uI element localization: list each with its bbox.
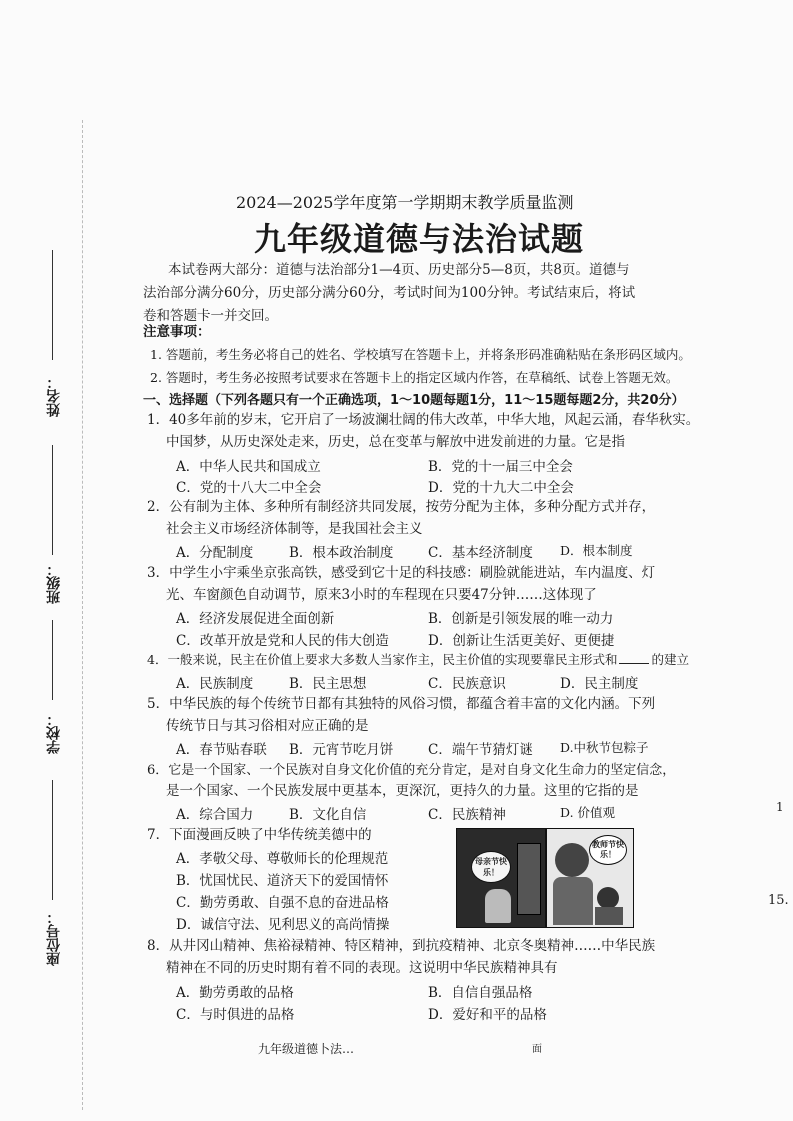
section-heading: 一、选择题（下列各题只有一个正确选项，1～10题每题1分，11～15题每题2分，共20分）: [143, 393, 685, 408]
cartoon-right-bubble-text: 教师节快乐！: [592, 840, 624, 859]
q3-line-2: 光、车窗颜色自动调节，原来3小时的车程现在只要47分钟……这体现了: [166, 587, 597, 603]
intro-line-2: 法治部分满分60分，历史部分满分60分，考试时间为100分钟。考试结束后，将试: [143, 285, 636, 301]
q8-option-d: D．爱好和平的品格: [428, 1007, 547, 1023]
q6-option-c: C．民族精神: [428, 807, 506, 823]
q2-option-a: A．分配制度: [176, 545, 254, 561]
class-line: [52, 445, 53, 555]
q4-line-1: [147, 650, 689, 668]
name-line: [52, 250, 53, 360]
cartoon-left-panel: [456, 828, 546, 928]
q5-line-2: 传统节日与其习俗相对应正确的是: [166, 718, 369, 734]
q1-option-b: B．党的十一届三中全会: [428, 459, 573, 475]
q3-option-d: D．创新让生活更美好、更便捷: [428, 633, 615, 649]
notes-heading: 注意事项：: [143, 324, 211, 340]
note-1: 1. 答题前，考生务必将自己的姓名、学校填写在答题卡上，并将条形码准确粘贴在条形码区域内。: [150, 347, 691, 362]
margin-mark-1: 1: [776, 800, 784, 814]
q3-option-a: A．经济发展促进全面创新: [176, 611, 335, 627]
seat-label: 座位号：: [46, 910, 62, 966]
q6-line-2: 是一个国家、一个民族发展中更基本，更深沉，更持久的力量。这里的它指的是: [166, 783, 639, 799]
name-label: 姓名：: [46, 375, 62, 417]
q7-option-d: D．诚信守法、见利思义的高尚情操: [176, 917, 390, 933]
q8-option-a: A．勤劳勇敢的品格: [176, 985, 294, 1001]
q4-option-c: C．民族意识: [428, 676, 506, 692]
q2-option-c: C．基本经济制度: [428, 545, 533, 561]
q7-stem: 7．下面漫画反映了中华传统美德中的: [147, 827, 372, 843]
q4-blank: [619, 663, 649, 664]
class-label: 班级：: [46, 562, 62, 604]
cartoon-student: [597, 887, 619, 909]
q2-option-d: D．根本制度: [560, 543, 633, 558]
exam-subtitle: 2024—2025学年度第一学期期末教学质量监测: [236, 193, 574, 212]
q6-option-a: A．综合国力: [176, 807, 254, 823]
q8-line-1: 8．从井冈山精神、焦裕禄精神、特区精神，到抗疫精神、北京冬奥精神……中华民族: [147, 938, 656, 954]
q6-line-1: 6．它是一个国家、一个民族对自身文化价值的充分肯定，是对自身文化生命力的坚定信念，: [147, 763, 676, 778]
q3-option-c: C．改革开放是党和人民的伟大创造: [176, 633, 389, 649]
q7-option-a: A．孝敬父母、尊敬师长的伦理规范: [176, 851, 389, 867]
q2-option-b: B．根本政治制度: [289, 545, 394, 561]
cartoon-door: [517, 843, 541, 915]
q5-option-b: B．元宵节吃月饼: [289, 742, 394, 758]
q2-line-2: 社会主义市场经济体制等，是我国社会主义: [166, 521, 423, 537]
footer-right: 面: [532, 1044, 542, 1055]
q5-option-c: C．端午节猜灯谜: [428, 742, 533, 758]
q7-cartoon: [456, 828, 634, 928]
q3-line-1: 3．中学生小宇乘坐京张高铁，感受到它十足的科技感：刷脸就能进站，车内温度、灯: [147, 565, 656, 581]
q1-option-d: D．党的十九大二中全会: [428, 480, 574, 496]
cartoon-student-body: [595, 907, 623, 925]
q8-option-b: B．自信自强品格: [428, 985, 533, 1001]
q7-option-c: C．勤劳勇敢、自强不息的奋进品格: [176, 895, 389, 911]
fold-line: [82, 120, 83, 1110]
exam-title: 九年级道德与法治试题: [254, 220, 585, 258]
q1-option-c: C．党的十八大二中全会: [176, 480, 322, 496]
q5-line-1: 5．中华民族的每个传统节日都有其独特的风俗习惯，都蕴含着丰富的文化内涵。下列: [147, 696, 656, 712]
q2-line-1: 2．公有制为主体、多种所有制经济共同发展，按劳分配为主体，多种分配方式并存，: [147, 499, 656, 515]
q4-option-d: D．民主制度: [560, 676, 639, 692]
q7-option-b: B．忧国忧民、道济天下的爱国情怀: [176, 873, 389, 889]
q5-option-d: D.中秋节包粽子: [560, 740, 649, 755]
q6-option-d: D. 价值观: [560, 805, 616, 820]
q6-option-b: B．文化自信: [289, 807, 367, 823]
binding-strip: [40, 0, 70, 1121]
school-label: 学校：: [46, 712, 62, 754]
q8-option-c: C．与时俱进的品格: [176, 1007, 295, 1023]
cartoon-left-bubble-text: 母亲节快乐！: [475, 857, 507, 877]
q3-option-b: B．创新是引领发展的唯一动力: [428, 611, 614, 627]
margin-mark-2: 15.: [768, 893, 789, 908]
intro-line-3: 卷和答题卡一并交回。: [143, 308, 278, 324]
q4-option-b: B．民主思想: [289, 676, 367, 692]
q4-stem-end: 的建立: [651, 652, 689, 667]
note-2: 2. 答题时，考生务必按照考试要求在答题卡上的指定区域内作答，在草稿纸、试卷上答题无效。: [150, 370, 679, 385]
cartoon-left-bubble: [471, 851, 511, 883]
cartoon-figure: [485, 889, 511, 923]
intro-line-1: 本试卷两大部分：道德与法治部分1—4页、历史部分5—8页，共8页。道德与: [168, 262, 630, 278]
cartoon-teacher-body: [553, 877, 593, 925]
class-line-2: [52, 620, 53, 700]
q1-line-1: 1．40多年前的岁末，它开启了一场波澜壮阔的伟大改革，中华大地，风起云涌，春华秋实。: [147, 412, 700, 428]
q4-stem: 4．一般来说，民主在价值上要求大多数人当家作主，民主价值的实现要靠民主形式和: [147, 652, 618, 667]
q8-line-2: 精神在不同的历史时期有着不同的表现。这说明中华民族精神具有: [166, 960, 558, 976]
q5-option-a: A．春节贴春联: [176, 742, 267, 758]
cartoon-right-bubble: [589, 835, 627, 865]
q4-option-a: A．民族制度: [176, 676, 254, 692]
cartoon-right-panel: [546, 828, 634, 928]
q1-option-a: A．中华人民共和国成立: [176, 459, 321, 475]
school-line: [52, 780, 53, 900]
footer-left: 九年级道德卜法…: [258, 1042, 355, 1056]
q1-line-2: 中国梦，从历史深处走来，历史，总在变革与解放中进发前进的力量。它是指: [166, 434, 625, 450]
cartoon-teacher: [555, 843, 589, 877]
